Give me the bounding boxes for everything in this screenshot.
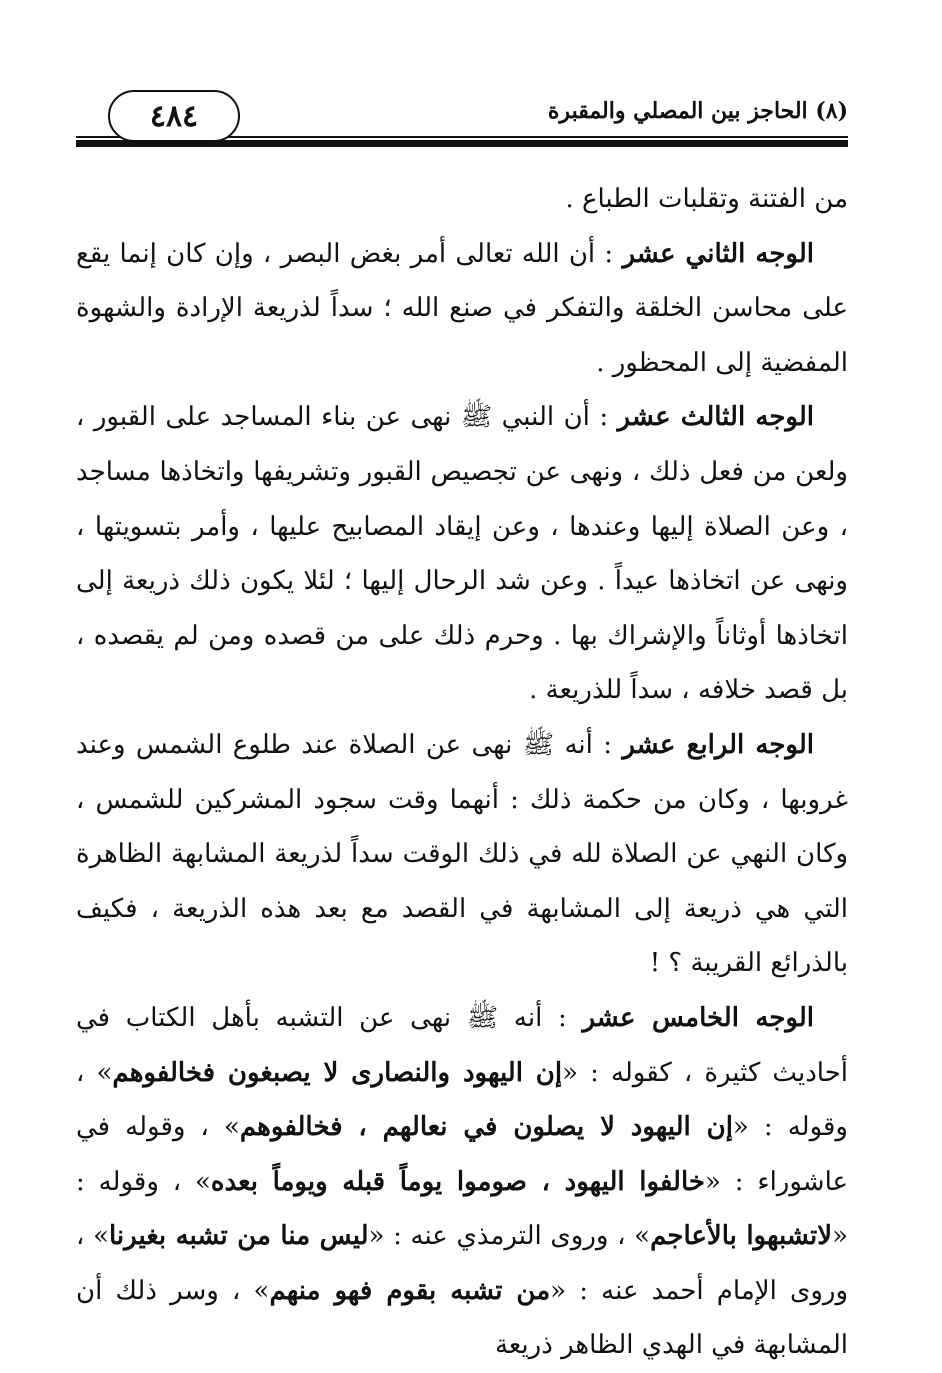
paragraph-lead: الوجه الثالث عشر	[617, 402, 814, 433]
text-run: » ، وقوله في عاشوراء : «	[76, 1112, 849, 1197]
hadith-quote: إن اليهود والنصارى لا يصبغون فخالفوهم	[112, 1057, 563, 1088]
paragraph-aspect-14	[76, 718, 848, 991]
hadith-quote: ليس منا من تشبه بغيرنا	[108, 1221, 369, 1252]
text-run: : أنه ﷺ نهى عن الصلاة عند طلوع الشمس وعند غروبها ، وكان من حكمة ذلك : أنهما وقت سجود المشركين للشمس ، وكان النهي عن الصلاة لله في ذلك الوقت سداً لذريعة المشابهة الظاهرة التي هي ذريعة إلى المشابهة في القصد مع بعد هذه الذريعة ، فكيف بالذرائع القريبة ؟ !	[76, 729, 848, 979]
paragraph-continuation	[76, 172, 848, 227]
paragraph-lead: الوجه الخامس عشر	[582, 1002, 814, 1033]
page-header	[76, 78, 848, 150]
text-run: : أنه ﷺ نهى عن التشبه بأهل الكتاب في أحاديث كثيرة ، كقوله : «	[76, 1002, 848, 1088]
text-run: » ، وقوله : «	[76, 1166, 848, 1252]
paragraph-lead: الوجه الثاني عشر	[622, 238, 814, 269]
page-number-badge	[108, 90, 240, 142]
paragraph-lead: الوجه الرابع عشر	[622, 729, 814, 760]
text-run: » ، وسر ذلك أن المشابهة في الهدي الظاهر ذريعة	[76, 1275, 848, 1361]
hadith-quote: إن اليهود لا يصلون في نعالهم ، فخالفوهم	[239, 1112, 733, 1143]
paragraph-aspect-13	[76, 390, 848, 718]
paragraph-aspect-12	[76, 227, 848, 391]
text-run: » ، وروى الترمذي عنه : «	[368, 1221, 651, 1252]
paragraph-aspect-15	[76, 991, 848, 1373]
body-text	[76, 172, 848, 1373]
text-run: من الفتنة وتقلبات الطباع .	[565, 184, 848, 214]
text-run: » ، وقوله : «	[76, 1057, 848, 1143]
hadith-quote: خالفوا اليهود ، صوموا يوماً قبله ويوماً بعده	[210, 1166, 705, 1197]
hadith-quote: من تشبه بقوم فهو منهم	[269, 1275, 551, 1306]
page-number: ٤٨٤	[149, 98, 199, 134]
text-run: : أن النبي ﷺ نهى عن بناء المساجد على القبور ، ولعن من فعل ذلك ، ونهى عن تجصيص القبور وتشريفها واتخاذها مساجد ، وعن الصلاة إليها وعندها ، وعن إيقاد المصابيح عليها ، وأمر بتسويتها ، ونهى عن اتخاذها عيداً . وعن شد الرحال إليها ؛ لئلا يكون ذلك ذريعة إلى اتخاذها أوثاناً والإشراك بها . وحرم ذلك على من قصده ومن لم يقصده ، بل قصد خلافه ، سداً للذريعة .	[76, 402, 848, 706]
hadith-quote: لاتشبهوا بالأعاجم	[650, 1221, 833, 1252]
running-title: (٨) الحاجز بين المصلي والمقبرة	[547, 98, 848, 124]
text-run: » ، وروى الإمام أحمد عنه : «	[76, 1221, 849, 1306]
text-run: : أن الله تعالى أمر بغض البصر ، وإن كان إنما يقع على محاسن الخلقة والتفكر في صنع الله ؛ سداً لذريعة الإرادة والشهوة المفضية إلى المحظور .	[76, 238, 848, 378]
